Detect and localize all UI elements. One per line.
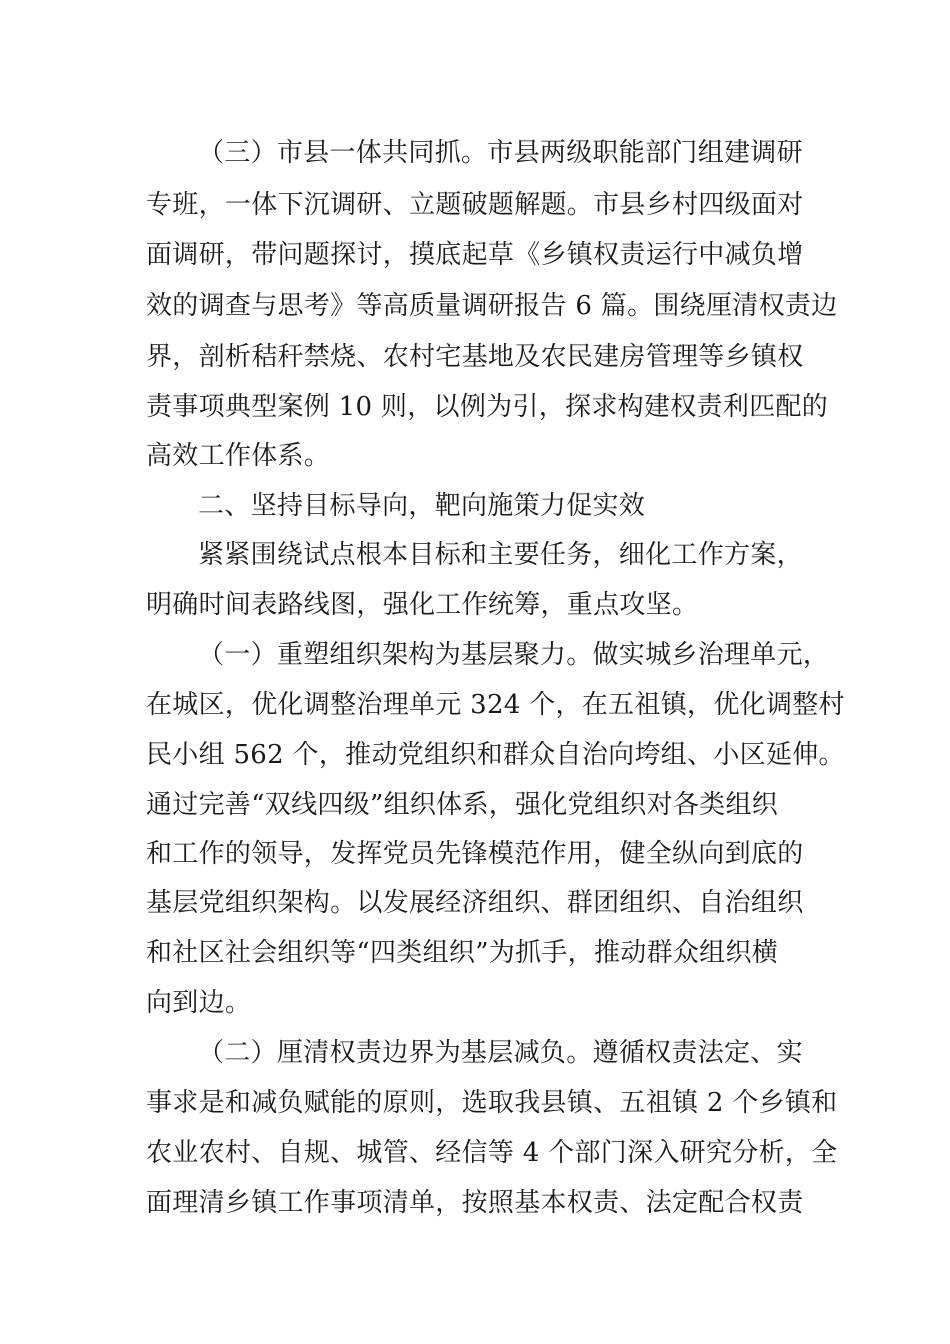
paragraph-2-line-1: （二）厘清权责边界为基层减负。遵循权责法定、实 (198, 1038, 803, 1068)
paragraph-3-line-4: 效的调查与思考》等高质量调研报告 6 篇。围绕厘清权责边 (146, 291, 838, 321)
paragraph-3-line-2: 专班，一体下沉调研、立题破题解题。市县乡村四级面对 (146, 190, 804, 220)
intro-line-2: 明确时间表路线图，强化工作统筹，重点攻坚。 (146, 590, 699, 620)
paragraph-1-line-7: 和社区社会组织等“四类组织”为抓手，推动群众组织横 (146, 938, 779, 968)
paragraph-3-line-7: 高效工作体系。 (146, 441, 331, 471)
paragraph-3-line-1: （三）市县一体共同抓。市县两级职能部门组建调研 (198, 138, 803, 168)
paragraph-1-line-5: 和工作的领导，发挥党员先锋模范作用，健全纵向到底的 (146, 839, 804, 869)
paragraph-1-line-8: 向到边。 (146, 988, 252, 1018)
section-heading-2: 二、坚持目标导向，靶向施策力促实效 (198, 491, 646, 521)
paragraph-1-line-6: 基层党组织架构。以发展经济组织、群团组织、自治组织 (146, 888, 804, 918)
intro-line-1: 紧紧围绕试点根本目标和主要任务，细化工作方案， (198, 540, 803, 570)
paragraph-3-line-3: 面调研，带问题探讨，摸底起草《乡镇权责运行中减负增 (146, 240, 804, 270)
paragraph-1-line-4: 通过完善“双线四级”组织体系，强化党组织对各类组织 (146, 790, 779, 820)
paragraph-3-line-6: 责事项典型案例 10 则，以例为引，探求构建权责利匹配的 (146, 392, 829, 422)
paragraph-2-line-4: 面理清乡镇工作事项清单，按照基本权责、法定配合权责 (146, 1188, 804, 1218)
paragraph-2-line-3: 农业农村、自规、城管、经信等 4 个部门深入研究分析，全 (146, 1138, 838, 1168)
paragraph-2-line-2: 事求是和减负赋能的原则，选取我县镇、五祖镇 2 个乡镇和 (146, 1088, 838, 1118)
paragraph-1-line-2: 在城区，优化调整治理单元 324 个，在五祖镇，优化调整村 (146, 690, 845, 720)
paragraph-1-line-3: 民小组 562 个，推动党组织和群众自治向垮组、小区延伸。 (146, 740, 845, 770)
paragraph-3-line-5: 界，剖析秸秆禁烧、农村宅基地及农民建房管理等乡镇权 (146, 342, 804, 372)
paragraph-1-line-1: （一）重塑组织架构为基层聚力。做实城乡治理单元， (198, 640, 830, 670)
